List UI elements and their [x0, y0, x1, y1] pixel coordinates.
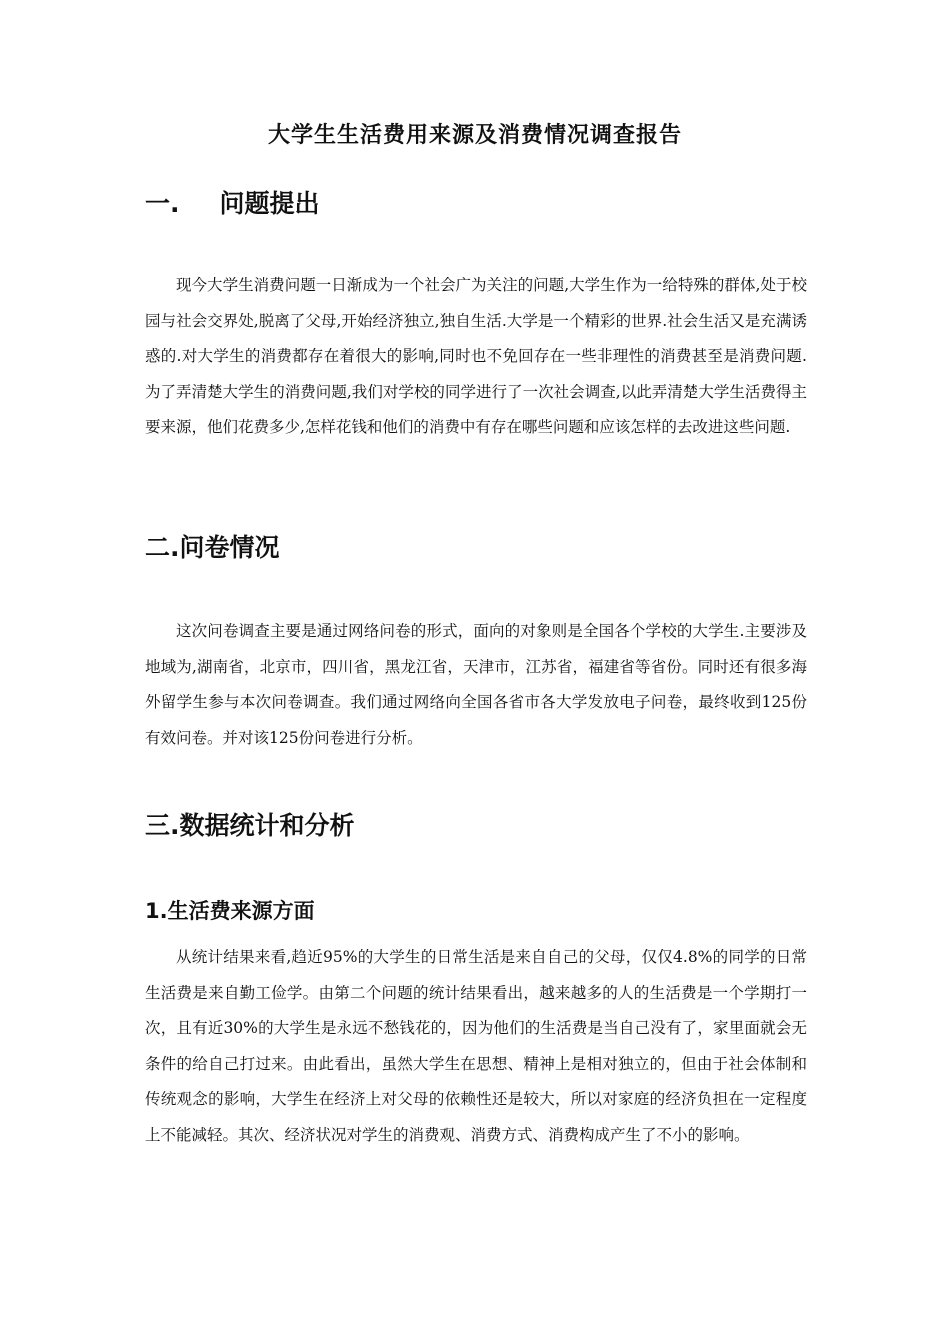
section-title: 数据统计和分析 [179, 811, 355, 840]
section-number: 三. [145, 811, 180, 840]
section-heading-2 [145, 528, 280, 564]
section-2-paragraph: 这次问卷调查主要是通过网络问卷的形式，面向的对象则是全国各个学校的大学生.主要涉及地域为,湖南省，北京市，四川省，黑龙江省，天津市，江苏省，福建省等省份。同时还有很多海外留学生参与本次问卷调查。我们通过网络向全国各省市各大学发放电子问卷，最终收到125份有效问卷。并对该125份问卷进行分析。 [145, 622, 807, 747]
document-title: 大学生生活费用来源及消费情况调查报告 [267, 123, 682, 148]
section-1-paragraph: 现今大学生消费问题一日渐成为一个社会广为关注的问题,大学生作为一给特殊的群体,处于校园与社会交界处,脱离了父母,开始经济独立,独自生活.大学是一个精彩的世界.社会生活又是充满诱惑的.对大学生的消费都存在着很大的影响,同时也不免回存在一些非理性的消费甚至是消费问题.为了弄清楚大学生的消费问题,我们对学校的同学进行了一次社会调查,以此弄清楚大学生活费得主要来源，他们花费多少,怎样花钱和他们的消费中有存在哪些问题和应该怎样的去改进这些问题. [145, 276, 807, 437]
subsection-heading-1 [145, 895, 315, 925]
section-heading-3 [145, 806, 355, 842]
section-number: 二. [145, 533, 180, 562]
section-title: 问卷情况 [179, 533, 280, 562]
subsection-title: 生活费来源方面 [167, 899, 315, 923]
section-number: 一. [145, 189, 180, 218]
section-title: 问题提出 [219, 189, 320, 218]
section-heading-1 [145, 184, 320, 220]
subsection-number: 1. [145, 899, 168, 923]
subsection-1-paragraph: 从统计结果来看,趋近95%的大学生的日常生活是来自自己的父母，仅仅4.8%的同学的日常生活费是来自勤工俭学。由第二个问题的统计结果看出，越来越多的人的生活费是一个学期打一次，且有近30%的大学生是永远不愁钱花的，因为他们的生活费是当自己没有了，家里面就会无条件的给自己打过来。由此看出，虽然大学生在思想、精神上是相对独立的，但由于社会体制和传统观念的影响，大学生在经济上对父母的依赖性还是较大，所以对家庭的经济负担在一定程度上不能减轻。其次、经济状况对学生的消费观、消费方式、消费构成产生了不小的影响。 [145, 948, 807, 1144]
